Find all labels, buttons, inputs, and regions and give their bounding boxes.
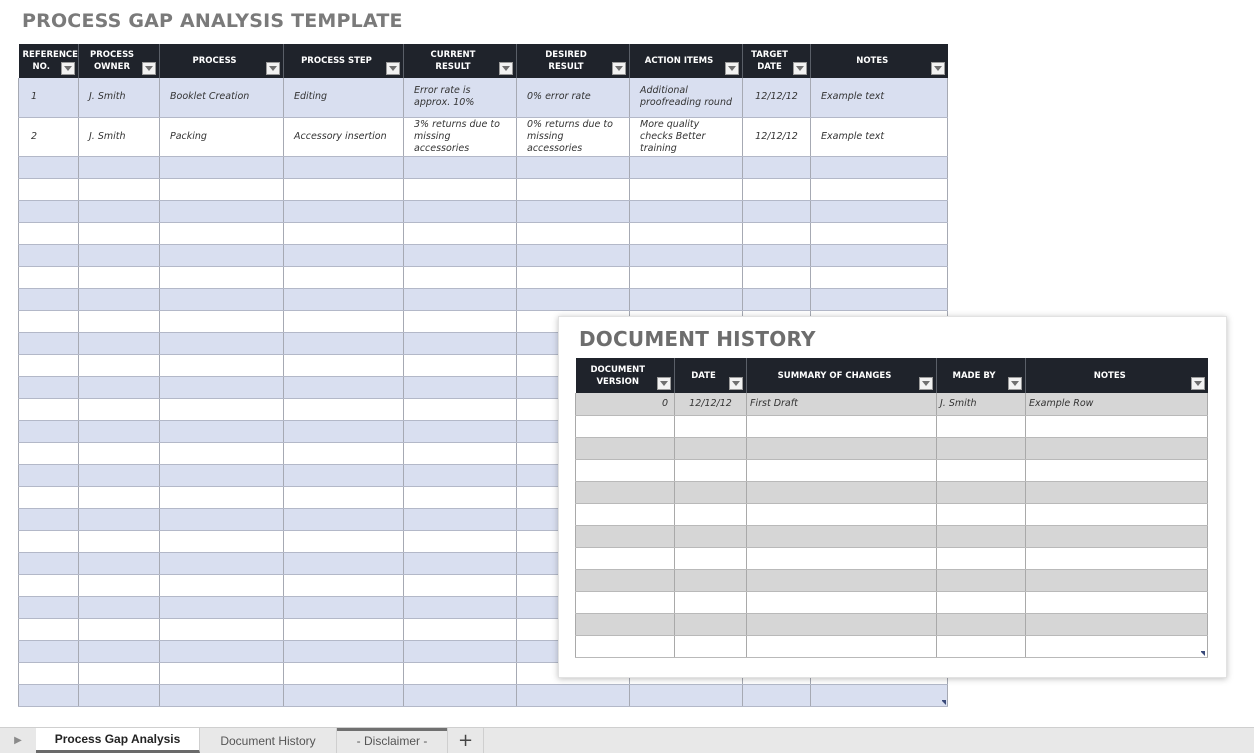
- empty-cell[interactable]: [160, 640, 284, 662]
- history-row: [576, 459, 1208, 481]
- empty-cell[interactable]: [1026, 547, 1208, 569]
- empty-cell[interactable]: [675, 569, 747, 591]
- empty-cell[interactable]: [19, 266, 79, 288]
- empty-cell[interactable]: [937, 525, 1026, 547]
- empty-cell[interactable]: [1026, 481, 1208, 503]
- history-row: [576, 613, 1208, 635]
- cell-owner[interactable]: J. Smith: [79, 78, 160, 117]
- empty-cell[interactable]: [675, 415, 747, 437]
- filter-dropdown-icon[interactable]: [919, 377, 933, 390]
- empty-cell[interactable]: [404, 662, 517, 684]
- empty-cell[interactable]: [79, 200, 160, 222]
- header-current-result: CURRENT RESULT: [404, 44, 517, 78]
- header-target-date: TARGET DATE: [743, 44, 811, 78]
- page-title: PROCESS GAP ANALYSIS TEMPLATE: [22, 10, 403, 32]
- empty-cell[interactable]: [404, 266, 517, 288]
- empty-cell[interactable]: [19, 310, 79, 332]
- empty-cell[interactable]: [937, 569, 1026, 591]
- cell-notes[interactable]: Example Row: [1026, 393, 1208, 415]
- empty-cell[interactable]: [284, 310, 404, 332]
- empty-cell[interactable]: [284, 574, 404, 596]
- empty-cell[interactable]: [19, 618, 79, 640]
- cell-date[interactable]: 12/12/12: [675, 393, 747, 415]
- empty-cell[interactable]: [79, 464, 160, 486]
- empty-cell[interactable]: [404, 222, 517, 244]
- empty-cell[interactable]: [284, 486, 404, 508]
- empty-cell[interactable]: [404, 420, 517, 442]
- empty-cell[interactable]: [404, 464, 517, 486]
- empty-cell[interactable]: [576, 503, 675, 525]
- header-summary-of-changes: SUMMARY OF CHANGES: [747, 358, 937, 393]
- empty-cell[interactable]: [404, 574, 517, 596]
- empty-cell[interactable]: [79, 574, 160, 596]
- empty-cell[interactable]: [1026, 569, 1208, 591]
- empty-cell[interactable]: [160, 310, 284, 332]
- empty-cell[interactable]: [675, 591, 747, 613]
- history-row: [576, 437, 1208, 459]
- empty-cell[interactable]: [19, 354, 79, 376]
- empty-cell[interactable]: [937, 437, 1026, 459]
- empty-cell[interactable]: [404, 486, 517, 508]
- empty-cell[interactable]: [747, 547, 937, 569]
- empty-cell[interactable]: [675, 525, 747, 547]
- header-process: PROCESS: [160, 44, 284, 78]
- filter-dropdown-icon[interactable]: [729, 377, 743, 390]
- empty-cell[interactable]: [576, 591, 675, 613]
- empty-cell[interactable]: [284, 354, 404, 376]
- empty-cell[interactable]: [284, 662, 404, 684]
- empty-cell[interactable]: [19, 222, 79, 244]
- empty-cell[interactable]: [675, 613, 747, 635]
- empty-cell[interactable]: [284, 156, 404, 178]
- cell-desired[interactable]: 0% returns due to missing accessories: [517, 117, 630, 156]
- empty-cell[interactable]: [937, 591, 1026, 613]
- empty-cell[interactable]: [284, 332, 404, 354]
- empty-cell[interactable]: [747, 459, 937, 481]
- header-action-items: ACTION ITEMS: [630, 44, 743, 78]
- cell-made-by[interactable]: J. Smith: [937, 393, 1026, 415]
- empty-cell[interactable]: [811, 288, 948, 310]
- tab-document-history[interactable]: Document History: [200, 728, 337, 753]
- filter-dropdown-icon[interactable]: [612, 62, 626, 75]
- table-row: [19, 222, 948, 244]
- empty-cell[interactable]: [675, 437, 747, 459]
- empty-cell[interactable]: [79, 530, 160, 552]
- empty-cell[interactable]: [160, 376, 284, 398]
- tab-disclaimer[interactable]: - Disclaimer -: [337, 728, 448, 753]
- empty-cell[interactable]: [160, 398, 284, 420]
- empty-cell[interactable]: [79, 486, 160, 508]
- empty-cell[interactable]: [404, 640, 517, 662]
- empty-cell[interactable]: [404, 618, 517, 640]
- empty-cell[interactable]: [284, 684, 404, 706]
- empty-cell[interactable]: [404, 398, 517, 420]
- cell-notes[interactable]: Example text: [811, 78, 948, 117]
- empty-cell[interactable]: [743, 266, 811, 288]
- filter-dropdown-icon[interactable]: [725, 62, 739, 75]
- empty-cell[interactable]: [937, 459, 1026, 481]
- empty-cell[interactable]: [747, 525, 937, 547]
- empty-cell[interactable]: [675, 503, 747, 525]
- empty-cell[interactable]: [160, 596, 284, 618]
- empty-cell[interactable]: [160, 244, 284, 266]
- filter-dropdown-icon[interactable]: [142, 62, 156, 75]
- header-process-step: PROCESS STEP: [284, 44, 404, 78]
- history-row: [576, 591, 1208, 613]
- empty-cell[interactable]: [747, 415, 937, 437]
- play-triangle-icon[interactable]: ▶: [14, 735, 22, 746]
- history-row: [576, 569, 1208, 591]
- empty-cell[interactable]: [576, 481, 675, 503]
- empty-cell[interactable]: [1026, 503, 1208, 525]
- empty-cell[interactable]: [79, 596, 160, 618]
- empty-cell[interactable]: [576, 613, 675, 635]
- empty-cell[interactable]: [284, 288, 404, 310]
- empty-cell[interactable]: [743, 288, 811, 310]
- empty-cell[interactable]: [160, 222, 284, 244]
- filter-dropdown-icon[interactable]: [657, 377, 671, 390]
- history-row: [576, 393, 1208, 415]
- empty-cell[interactable]: [937, 613, 1026, 635]
- empty-cell[interactable]: [576, 635, 675, 657]
- empty-cell[interactable]: [1026, 591, 1208, 613]
- cell-actions[interactable]: Additional proofreading round: [630, 78, 743, 117]
- empty-cell[interactable]: [19, 244, 79, 266]
- empty-cell[interactable]: [160, 200, 284, 222]
- empty-cell[interactable]: [1026, 459, 1208, 481]
- empty-cell[interactable]: [630, 244, 743, 266]
- header-desired-result: DESIRED RESULT: [517, 44, 630, 78]
- empty-cell[interactable]: [284, 530, 404, 552]
- table-row: [19, 156, 948, 178]
- filter-dropdown-icon[interactable]: [266, 62, 280, 75]
- empty-cell[interactable]: [404, 354, 517, 376]
- empty-cell[interactable]: [1026, 613, 1208, 635]
- table-row: [19, 288, 948, 310]
- empty-cell[interactable]: [284, 552, 404, 574]
- empty-cell[interactable]: [284, 618, 404, 640]
- cell-desired[interactable]: 0% error rate: [517, 78, 630, 117]
- empty-cell[interactable]: [160, 464, 284, 486]
- empty-cell[interactable]: [19, 662, 79, 684]
- empty-cell[interactable]: [404, 156, 517, 178]
- filter-dropdown-icon[interactable]: [793, 62, 807, 75]
- empty-cell[interactable]: [937, 415, 1026, 437]
- empty-cell[interactable]: [284, 222, 404, 244]
- history-row: [576, 481, 1208, 503]
- empty-cell[interactable]: [79, 288, 160, 310]
- empty-cell[interactable]: [19, 156, 79, 178]
- empty-cell[interactable]: [937, 481, 1026, 503]
- filter-dropdown-icon[interactable]: [499, 62, 513, 75]
- cell-process[interactable]: Booklet Creation: [160, 78, 284, 117]
- history-title: DOCUMENT HISTORY: [579, 327, 816, 351]
- empty-cell[interactable]: [19, 684, 79, 706]
- empty-cell[interactable]: [1026, 437, 1208, 459]
- history-row: [576, 547, 1208, 569]
- cell-current[interactable]: Error rate is approx. 10%: [404, 78, 517, 117]
- empty-cell[interactable]: [404, 508, 517, 530]
- empty-cell[interactable]: [19, 464, 79, 486]
- empty-cell[interactable]: [517, 244, 630, 266]
- empty-cell[interactable]: [1026, 635, 1208, 657]
- empty-cell[interactable]: [19, 508, 79, 530]
- empty-cell[interactable]: [79, 376, 160, 398]
- table-row: [19, 266, 948, 288]
- document-history-panel: [558, 316, 1227, 678]
- empty-cell[interactable]: [79, 618, 160, 640]
- empty-cell[interactable]: [747, 613, 937, 635]
- empty-cell[interactable]: [675, 459, 747, 481]
- empty-cell[interactable]: [517, 288, 630, 310]
- empty-cell[interactable]: [404, 530, 517, 552]
- cell-summary[interactable]: First Draft: [747, 393, 937, 415]
- empty-cell[interactable]: [517, 200, 630, 222]
- empty-cell[interactable]: [675, 481, 747, 503]
- history-row: [576, 635, 1208, 657]
- empty-cell[interactable]: [517, 266, 630, 288]
- empty-cell[interactable]: [160, 420, 284, 442]
- empty-cell[interactable]: [747, 591, 937, 613]
- empty-cell[interactable]: [404, 596, 517, 618]
- empty-cell[interactable]: [811, 222, 948, 244]
- empty-cell[interactable]: [743, 156, 811, 178]
- empty-cell[interactable]: [160, 574, 284, 596]
- header-made-by: MADE BY: [937, 358, 1026, 393]
- empty-cell[interactable]: [517, 178, 630, 200]
- empty-cell[interactable]: [79, 508, 160, 530]
- empty-cell[interactable]: [284, 244, 404, 266]
- empty-cell[interactable]: [79, 156, 160, 178]
- filter-dropdown-icon[interactable]: [386, 62, 400, 75]
- empty-cell[interactable]: [79, 398, 160, 420]
- cell-process[interactable]: Packing: [160, 117, 284, 156]
- empty-cell[interactable]: [404, 178, 517, 200]
- empty-cell[interactable]: [160, 354, 284, 376]
- empty-cell[interactable]: [576, 547, 675, 569]
- empty-cell[interactable]: [284, 266, 404, 288]
- empty-cell[interactable]: [404, 200, 517, 222]
- empty-cell[interactable]: [576, 415, 675, 437]
- empty-cell[interactable]: [747, 503, 937, 525]
- empty-cell[interactable]: [743, 222, 811, 244]
- header-history-notes: NOTES: [1026, 358, 1208, 393]
- empty-cell[interactable]: [404, 376, 517, 398]
- empty-cell[interactable]: [79, 640, 160, 662]
- empty-cell[interactable]: [576, 525, 675, 547]
- empty-cell[interactable]: [79, 420, 160, 442]
- cell-step[interactable]: Editing: [284, 78, 404, 117]
- empty-cell[interactable]: [517, 222, 630, 244]
- table-row: [19, 78, 948, 117]
- empty-cell[interactable]: [19, 486, 79, 508]
- empty-cell[interactable]: [576, 437, 675, 459]
- table-row: [19, 684, 948, 706]
- empty-cell[interactable]: [79, 684, 160, 706]
- empty-cell[interactable]: [576, 459, 675, 481]
- empty-cell[interactable]: [19, 332, 79, 354]
- empty-cell[interactable]: [160, 442, 284, 464]
- header-document-version: DOCUMENT VERSION: [576, 358, 675, 393]
- empty-cell[interactable]: [19, 288, 79, 310]
- empty-cell[interactable]: [404, 684, 517, 706]
- sheet-tab-bar: [0, 727, 1254, 753]
- empty-cell[interactable]: [404, 442, 517, 464]
- table-row: [19, 178, 948, 200]
- empty-cell[interactable]: [811, 156, 948, 178]
- empty-cell[interactable]: [160, 508, 284, 530]
- empty-cell[interactable]: [79, 222, 160, 244]
- empty-cell[interactable]: [79, 552, 160, 574]
- empty-cell[interactable]: [937, 503, 1026, 525]
- empty-cell[interactable]: [630, 266, 743, 288]
- history-resize-handle[interactable]: [1200, 651, 1205, 656]
- empty-cell[interactable]: [19, 398, 79, 420]
- empty-cell[interactable]: [160, 552, 284, 574]
- empty-cell[interactable]: [743, 244, 811, 266]
- empty-cell[interactable]: [937, 635, 1026, 657]
- empty-cell[interactable]: [160, 530, 284, 552]
- empty-cell[interactable]: [675, 635, 747, 657]
- empty-cell[interactable]: [160, 684, 284, 706]
- empty-cell[interactable]: [160, 266, 284, 288]
- empty-cell[interactable]: [284, 376, 404, 398]
- empty-cell[interactable]: [630, 156, 743, 178]
- empty-cell[interactable]: [630, 178, 743, 200]
- history-row: [576, 503, 1208, 525]
- empty-cell[interactable]: [811, 244, 948, 266]
- empty-cell[interactable]: [811, 266, 948, 288]
- empty-cell[interactable]: [743, 684, 811, 706]
- empty-cell[interactable]: [630, 288, 743, 310]
- table-row: [19, 117, 948, 156]
- cell-step[interactable]: Accessory insertion: [284, 117, 404, 156]
- header-reference-no: REFERENCE NO.: [19, 44, 79, 78]
- tab-process-gap-analysis[interactable]: Process Gap Analysis: [36, 728, 200, 753]
- main-header-row: [19, 44, 948, 78]
- table-resize-handle[interactable]: [941, 700, 946, 705]
- empty-cell[interactable]: [517, 156, 630, 178]
- empty-cell[interactable]: [19, 442, 79, 464]
- history-row: [576, 415, 1208, 437]
- cell-owner[interactable]: J. Smith: [79, 117, 160, 156]
- empty-cell[interactable]: [404, 552, 517, 574]
- empty-cell[interactable]: [284, 508, 404, 530]
- empty-cell[interactable]: [284, 464, 404, 486]
- filter-dropdown-icon[interactable]: [1008, 377, 1022, 390]
- empty-cell[interactable]: [160, 662, 284, 684]
- empty-cell[interactable]: [576, 569, 675, 591]
- empty-cell[interactable]: [743, 200, 811, 222]
- header-notes: NOTES: [811, 44, 948, 78]
- empty-cell[interactable]: [19, 552, 79, 574]
- empty-cell[interactable]: [284, 420, 404, 442]
- empty-cell[interactable]: [79, 244, 160, 266]
- empty-cell[interactable]: [1026, 415, 1208, 437]
- empty-cell[interactable]: [19, 530, 79, 552]
- empty-cell[interactable]: [19, 376, 79, 398]
- empty-cell[interactable]: [160, 486, 284, 508]
- filter-dropdown-icon[interactable]: [931, 62, 945, 75]
- empty-cell[interactable]: [160, 332, 284, 354]
- history-row: [576, 525, 1208, 547]
- table-row: [19, 244, 948, 266]
- empty-cell[interactable]: [811, 684, 948, 706]
- empty-cell[interactable]: [79, 178, 160, 200]
- cell-notes[interactable]: Example text: [811, 117, 948, 156]
- header-date: DATE: [675, 358, 747, 393]
- cell-ref[interactable]: 2: [19, 117, 79, 156]
- empty-cell[interactable]: [747, 569, 937, 591]
- empty-cell[interactable]: [79, 266, 160, 288]
- document-history-table: [575, 358, 1208, 658]
- empty-cell[interactable]: [404, 244, 517, 266]
- empty-cell[interactable]: [19, 574, 79, 596]
- empty-cell[interactable]: [19, 420, 79, 442]
- cell-actions[interactable]: More quality checks Better training: [630, 117, 743, 156]
- empty-cell[interactable]: [284, 442, 404, 464]
- empty-cell[interactable]: [79, 442, 160, 464]
- empty-cell[interactable]: [404, 332, 517, 354]
- empty-cell[interactable]: [160, 618, 284, 640]
- history-header-row: [576, 358, 1208, 393]
- empty-cell[interactable]: [160, 178, 284, 200]
- cell-date[interactable]: 12/12/12: [743, 117, 811, 156]
- empty-cell[interactable]: [79, 332, 160, 354]
- empty-cell[interactable]: [284, 200, 404, 222]
- cell-version[interactable]: 0: [576, 393, 675, 415]
- empty-cell[interactable]: [284, 398, 404, 420]
- empty-cell[interactable]: [743, 178, 811, 200]
- table-row: [19, 200, 948, 222]
- empty-cell[interactable]: [19, 640, 79, 662]
- empty-cell[interactable]: [517, 684, 630, 706]
- filter-dropdown-icon[interactable]: [61, 62, 75, 75]
- empty-cell[interactable]: [160, 288, 284, 310]
- empty-cell[interactable]: [811, 178, 948, 200]
- empty-cell[interactable]: [747, 481, 937, 503]
- empty-cell[interactable]: [630, 222, 743, 244]
- empty-cell[interactable]: [404, 288, 517, 310]
- empty-cell[interactable]: [284, 178, 404, 200]
- empty-cell[interactable]: [811, 200, 948, 222]
- empty-cell[interactable]: [19, 178, 79, 200]
- add-sheet-button[interactable]: +: [448, 728, 484, 753]
- empty-cell[interactable]: [160, 156, 284, 178]
- cell-ref[interactable]: 1: [19, 78, 79, 117]
- empty-cell[interactable]: [19, 200, 79, 222]
- empty-cell[interactable]: [404, 310, 517, 332]
- cell-current[interactable]: 3% returns due to missing accessories: [404, 117, 517, 156]
- empty-cell[interactable]: [1026, 525, 1208, 547]
- empty-cell[interactable]: [630, 684, 743, 706]
- empty-cell[interactable]: [19, 596, 79, 618]
- empty-cell[interactable]: [79, 662, 160, 684]
- cell-date[interactable]: 12/12/12: [743, 78, 811, 117]
- empty-cell[interactable]: [284, 596, 404, 618]
- empty-cell[interactable]: [79, 310, 160, 332]
- empty-cell[interactable]: [747, 437, 937, 459]
- empty-cell[interactable]: [937, 547, 1026, 569]
- empty-cell[interactable]: [630, 200, 743, 222]
- filter-dropdown-icon[interactable]: [1191, 377, 1205, 390]
- empty-cell[interactable]: [675, 547, 747, 569]
- empty-cell[interactable]: [284, 640, 404, 662]
- empty-cell[interactable]: [79, 354, 160, 376]
- empty-cell[interactable]: [747, 635, 937, 657]
- header-process-owner: PROCESS OWNER: [79, 44, 160, 78]
